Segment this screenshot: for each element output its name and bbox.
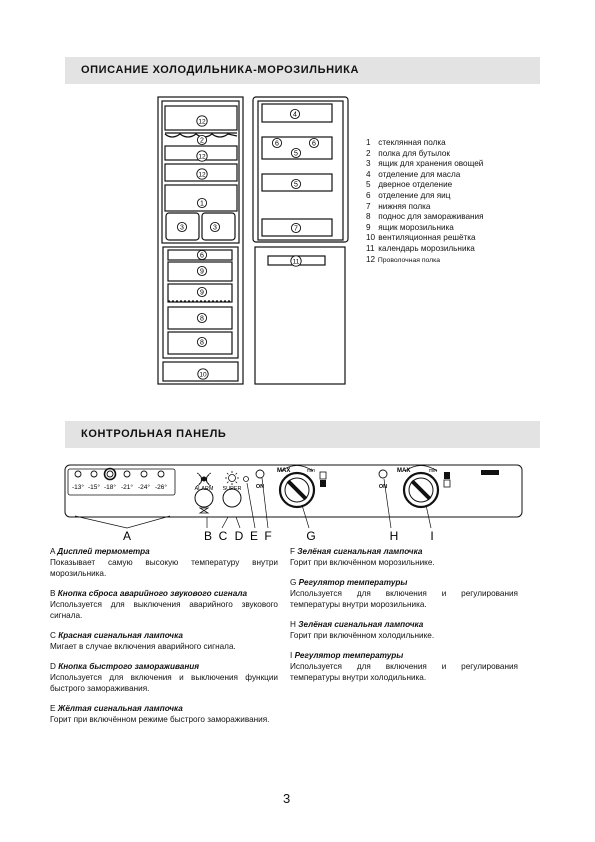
description-heading: B Кнопка сброса аварийного звукового сигнала (50, 589, 248, 598)
green-lamp-fridge (379, 470, 387, 478)
callout-left-9 (197, 287, 206, 296)
temp-label: -21° (121, 484, 133, 491)
temp-label: -24° (138, 484, 150, 491)
section-title: ОПИСАНИЕ ХОЛОДИЛЬНИКА-МОРОЗИЛЬНИКА (81, 64, 360, 76)
legend-text: стеклянная полка (376, 138, 446, 147)
svg-text:10: 10 (199, 371, 207, 379)
svg-text:8: 8 (200, 315, 204, 323)
page-number: 3 (283, 791, 291, 806)
svg-text:7: 7 (294, 225, 298, 233)
svg-text:2: 2 (200, 137, 204, 145)
callout-right-3 (291, 148, 300, 157)
callout-left-11 (197, 337, 206, 346)
yellow-lamp (244, 477, 249, 482)
description-heading: G Регулятор температуры (290, 578, 408, 587)
legend-number: 1 (366, 138, 371, 147)
callout-left-8 (197, 266, 206, 275)
sun-icon (225, 471, 239, 485)
temp-label: -13° (72, 484, 84, 491)
legend-item (366, 180, 484, 191)
svg-text:6: 6 (275, 140, 279, 148)
callout-right-0 (290, 109, 299, 118)
description-heading: I Регулятор температуры (290, 651, 404, 660)
description-item-d (50, 661, 278, 694)
callout-right-2 (309, 138, 318, 147)
description-text: Используется для включения и регулирования температуры внутри морозильника. (290, 589, 518, 609)
legend-number: 3 (366, 159, 371, 169)
svg-text:9: 9 (200, 289, 204, 297)
legend-item (366, 233, 484, 244)
description-item-b (50, 588, 278, 621)
legend-number: 6 (366, 190, 371, 200)
panel-letter-a: A (122, 529, 132, 543)
min-label-1: min (307, 468, 316, 474)
descriptions-right (290, 546, 518, 692)
description-item-c (50, 630, 278, 652)
description-text: Используется для включения и выключения функции быстрого замораживания. (50, 673, 278, 693)
description-heading: C Красная сигнальная лампочка (50, 631, 183, 640)
temp-label: -15° (88, 484, 100, 491)
legend-text: нижняя полка (376, 201, 431, 211)
legend-number: 2 (366, 148, 371, 158)
svg-text:3: 3 (213, 224, 217, 232)
svg-text:9: 9 (200, 268, 204, 276)
description-heading: D Кнопка быстрого замораживания (50, 662, 200, 671)
description-item-f (290, 546, 518, 568)
description-heading: F Зелёная сигнальная лампочка (290, 547, 423, 556)
panel-letter-b: B (203, 529, 213, 543)
on-label-2: ON (378, 484, 388, 490)
legend-text: дверное отделение (376, 180, 453, 190)
super-label: SUPER (222, 486, 242, 492)
description-heading: E Жёлтая сигнальная лампочка (50, 704, 183, 713)
callout-left-7 (197, 250, 206, 259)
legend-text: календарь морозильника (376, 243, 475, 253)
legend-item (366, 159, 484, 170)
legend-item (366, 149, 484, 160)
description-text: Горит при включённом морозильнике. (290, 558, 435, 567)
svg-text:12: 12 (198, 118, 206, 126)
panel-letter-i: I (430, 529, 434, 543)
section-header-panel (65, 421, 540, 448)
green-lamp-freezer (256, 470, 264, 478)
legend-number: 7 (366, 201, 371, 211)
callout-left-5 (177, 222, 186, 231)
description-heading: A Дисплей термометра (50, 547, 150, 556)
svg-text:8: 8 (200, 339, 204, 347)
description-heading: H Зелёная сигнальная лампочка (290, 620, 424, 629)
callout-left-6 (210, 222, 219, 231)
callout-left-4 (197, 198, 206, 207)
callout-left-12 (198, 369, 208, 379)
max-label-1: MAX (277, 468, 291, 474)
legend-text: вентиляционная решётка (376, 233, 476, 243)
callout-right-6 (291, 256, 301, 266)
legend-text: отделение для яиц (376, 190, 451, 200)
legend-number: 10 (366, 233, 376, 243)
description-text: Горит при включённом режиме быстрого замораживания. (50, 715, 270, 724)
legend-number: 4 (366, 169, 371, 179)
legend-text: ящик морозильника (376, 222, 454, 232)
callout-left-3 (197, 169, 207, 179)
legend-text: поднос для замораживания (376, 212, 484, 222)
description-item-g (290, 577, 518, 610)
svg-text:5: 5 (294, 181, 298, 189)
description-item-i (290, 650, 518, 683)
description-text: Мигает в случае включения аварийного сигнала. (50, 642, 236, 651)
svg-text:5: 5 (294, 150, 298, 158)
legend-item (366, 212, 484, 223)
legend-number: 12 (366, 254, 376, 264)
callout-left-2 (197, 151, 207, 161)
fridge-diagram (150, 95, 360, 390)
description-item-h (290, 619, 518, 641)
legend-text: Проволочная полка (376, 256, 440, 264)
legend-text: полка для бутылок (376, 148, 450, 158)
legend-item (366, 170, 484, 181)
legend-number: 8 (366, 212, 371, 222)
section-title: КОНТРОЛЬНАЯ ПАНЕЛЬ (81, 428, 227, 440)
legend-item (366, 138, 484, 149)
description-item-e (50, 703, 278, 725)
callouts (177, 109, 318, 379)
legend-number: 11 (366, 243, 375, 253)
temp-label: -26° (155, 484, 167, 491)
callout-left-10 (197, 313, 206, 322)
svg-text:11: 11 (292, 258, 300, 266)
svg-text:1: 1 (200, 200, 204, 208)
svg-text:6: 6 (200, 252, 204, 260)
svg-text:12: 12 (198, 171, 206, 179)
svg-text:3: 3 (180, 224, 184, 232)
legend-item (366, 223, 484, 234)
section-header-description (65, 57, 540, 84)
panel-letter-f: F (264, 529, 272, 543)
legend-item (366, 244, 484, 255)
svg-text:4: 4 (293, 111, 297, 119)
description-text: Показывает самую высокую температуру внутри морозильника. (50, 558, 278, 578)
description-item-a (50, 546, 278, 579)
legend-number: 5 (366, 180, 371, 190)
panel-letter-e: E (249, 529, 259, 543)
panel-letter-g: G (306, 529, 316, 543)
on-label-1: ON (255, 484, 265, 490)
callout-right-5 (291, 223, 300, 232)
legend-number: 9 (366, 222, 371, 232)
panel-letter-d: D (234, 529, 244, 543)
legend-item (366, 191, 484, 202)
legend-item (366, 202, 484, 213)
legend-item (366, 255, 484, 267)
min-label-2: min (429, 468, 438, 474)
svg-text:6: 6 (312, 140, 316, 148)
description-text: Горит при включённом холодильнике. (290, 631, 435, 640)
max-label-2: MAX (397, 468, 411, 474)
panel-letter-h: H (389, 529, 399, 543)
temp-label: -18° (104, 484, 116, 491)
control-panel-diagram (60, 460, 540, 545)
callout-left-0 (197, 116, 207, 126)
panel-emblem (481, 470, 499, 475)
panel-letter-c: C (218, 529, 228, 543)
callout-left-1 (197, 135, 206, 144)
legend-text: ящик для хранения овощей (376, 159, 484, 169)
callout-right-4 (291, 179, 300, 188)
alarm-label: ALARM (194, 486, 214, 492)
description-text: Используется для выключения аварийного звукового сигнала. (50, 600, 278, 620)
svg-text:12: 12 (198, 153, 206, 161)
parts-legend (366, 138, 484, 266)
legend-text: отделение для масла (376, 169, 461, 179)
thermometer-leds (75, 469, 164, 480)
descriptions-left (50, 546, 278, 725)
callout-right-1 (272, 138, 281, 147)
description-text: Используется для включения и регулирования температуры внутри холодильника. (290, 662, 518, 682)
